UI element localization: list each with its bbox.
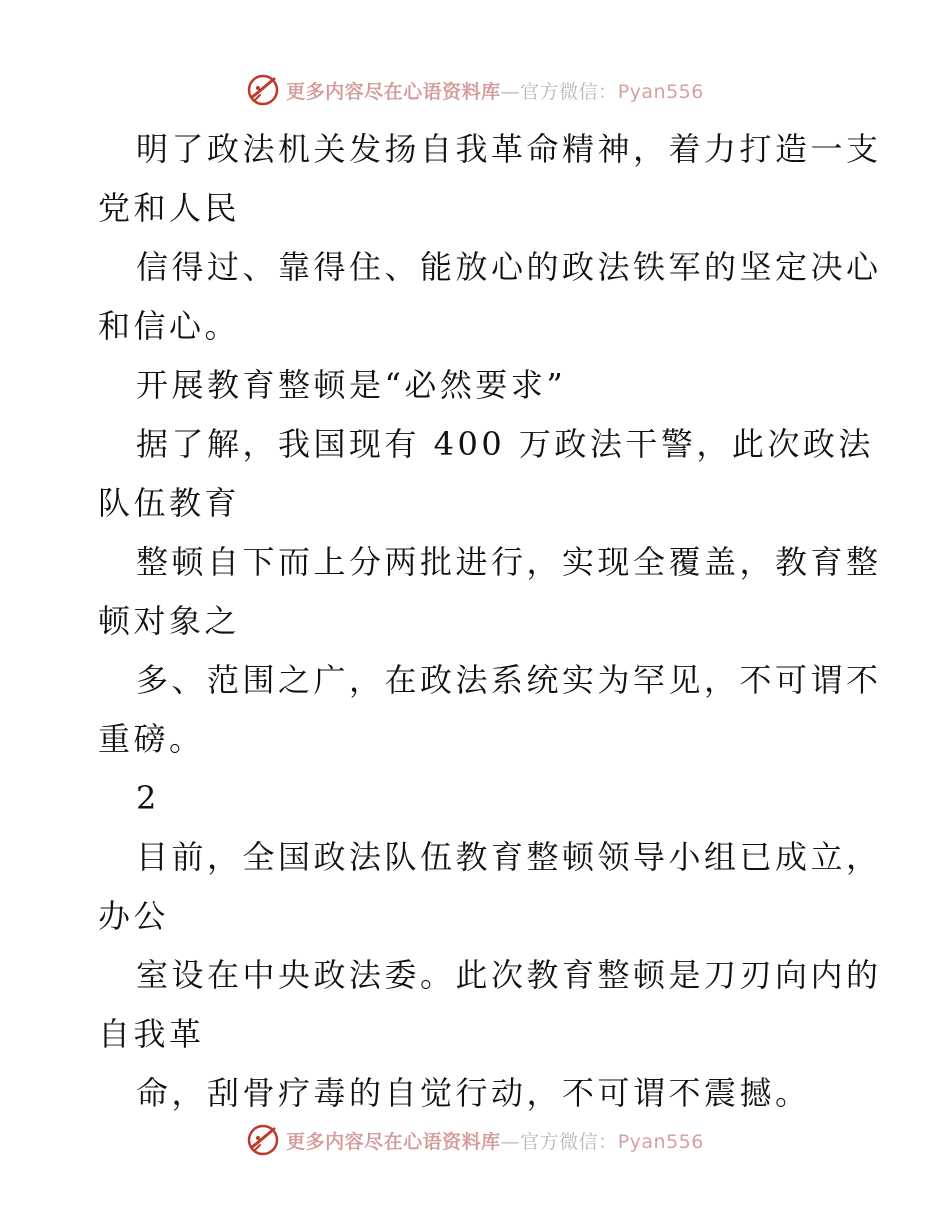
watermark-wechat-id: Pyan556 [617, 80, 704, 103]
text-line: 队伍教育 [98, 484, 241, 522]
text-line: 党和人民 [98, 189, 241, 227]
text-line: 室设在中央政法委。此次教育整顿是刀刃向内的 [136, 956, 882, 994]
text-line: 明了政法机关发扬自我革命精神，着力打造一支 [136, 130, 882, 168]
footer-watermark [0, 1122, 950, 1158]
watermark-text [286, 1127, 704, 1154]
text-line: 顿对象之 [98, 602, 241, 640]
watermark-text [286, 77, 704, 104]
watermark-title: 更多内容尽在心语资料库 [286, 1130, 501, 1153]
watermark-title: 更多内容尽在心语资料库 [286, 80, 501, 103]
watermark-wechat-id: Pyan556 [617, 1130, 704, 1153]
text-line: 重磅。 [98, 720, 205, 758]
text-line: 自我革 [98, 1015, 205, 1053]
section-heading: 开展教育整顿是“必然要求” [136, 366, 567, 404]
text-line: 据了解，我国现有 400 万政法干警，此次政法 [136, 425, 874, 463]
section-number: 2 [136, 779, 160, 817]
text-line: 信得过、靠得住、能放心的政法铁军的坚定决心 [136, 248, 882, 286]
text-line: 整顿自下而上分两批进行，实现全覆盖，教育整 [136, 543, 882, 581]
watermark-dash: — [500, 1130, 521, 1153]
text-line: 办公 [98, 897, 170, 935]
document-body [98, 120, 882, 1123]
text-line: 命，刮骨疗毒的自觉行动，不可谓不震撼。 [136, 1074, 811, 1112]
text-line: 和信心。 [98, 307, 241, 345]
watermark-dash: — [500, 80, 521, 103]
watermark-wechat-label: 官方微信： [520, 80, 618, 103]
pen-logo-icon [246, 1123, 280, 1157]
pen-logo-icon [246, 73, 280, 107]
watermark-wechat-label: 官方微信： [520, 1130, 618, 1153]
header-watermark [0, 72, 950, 108]
text-line: 目前，全国政法队伍教育整顿领导小组已成立， [136, 838, 882, 876]
text-line: 多、范围之广，在政法系统实为罕见，不可谓不 [136, 661, 882, 699]
